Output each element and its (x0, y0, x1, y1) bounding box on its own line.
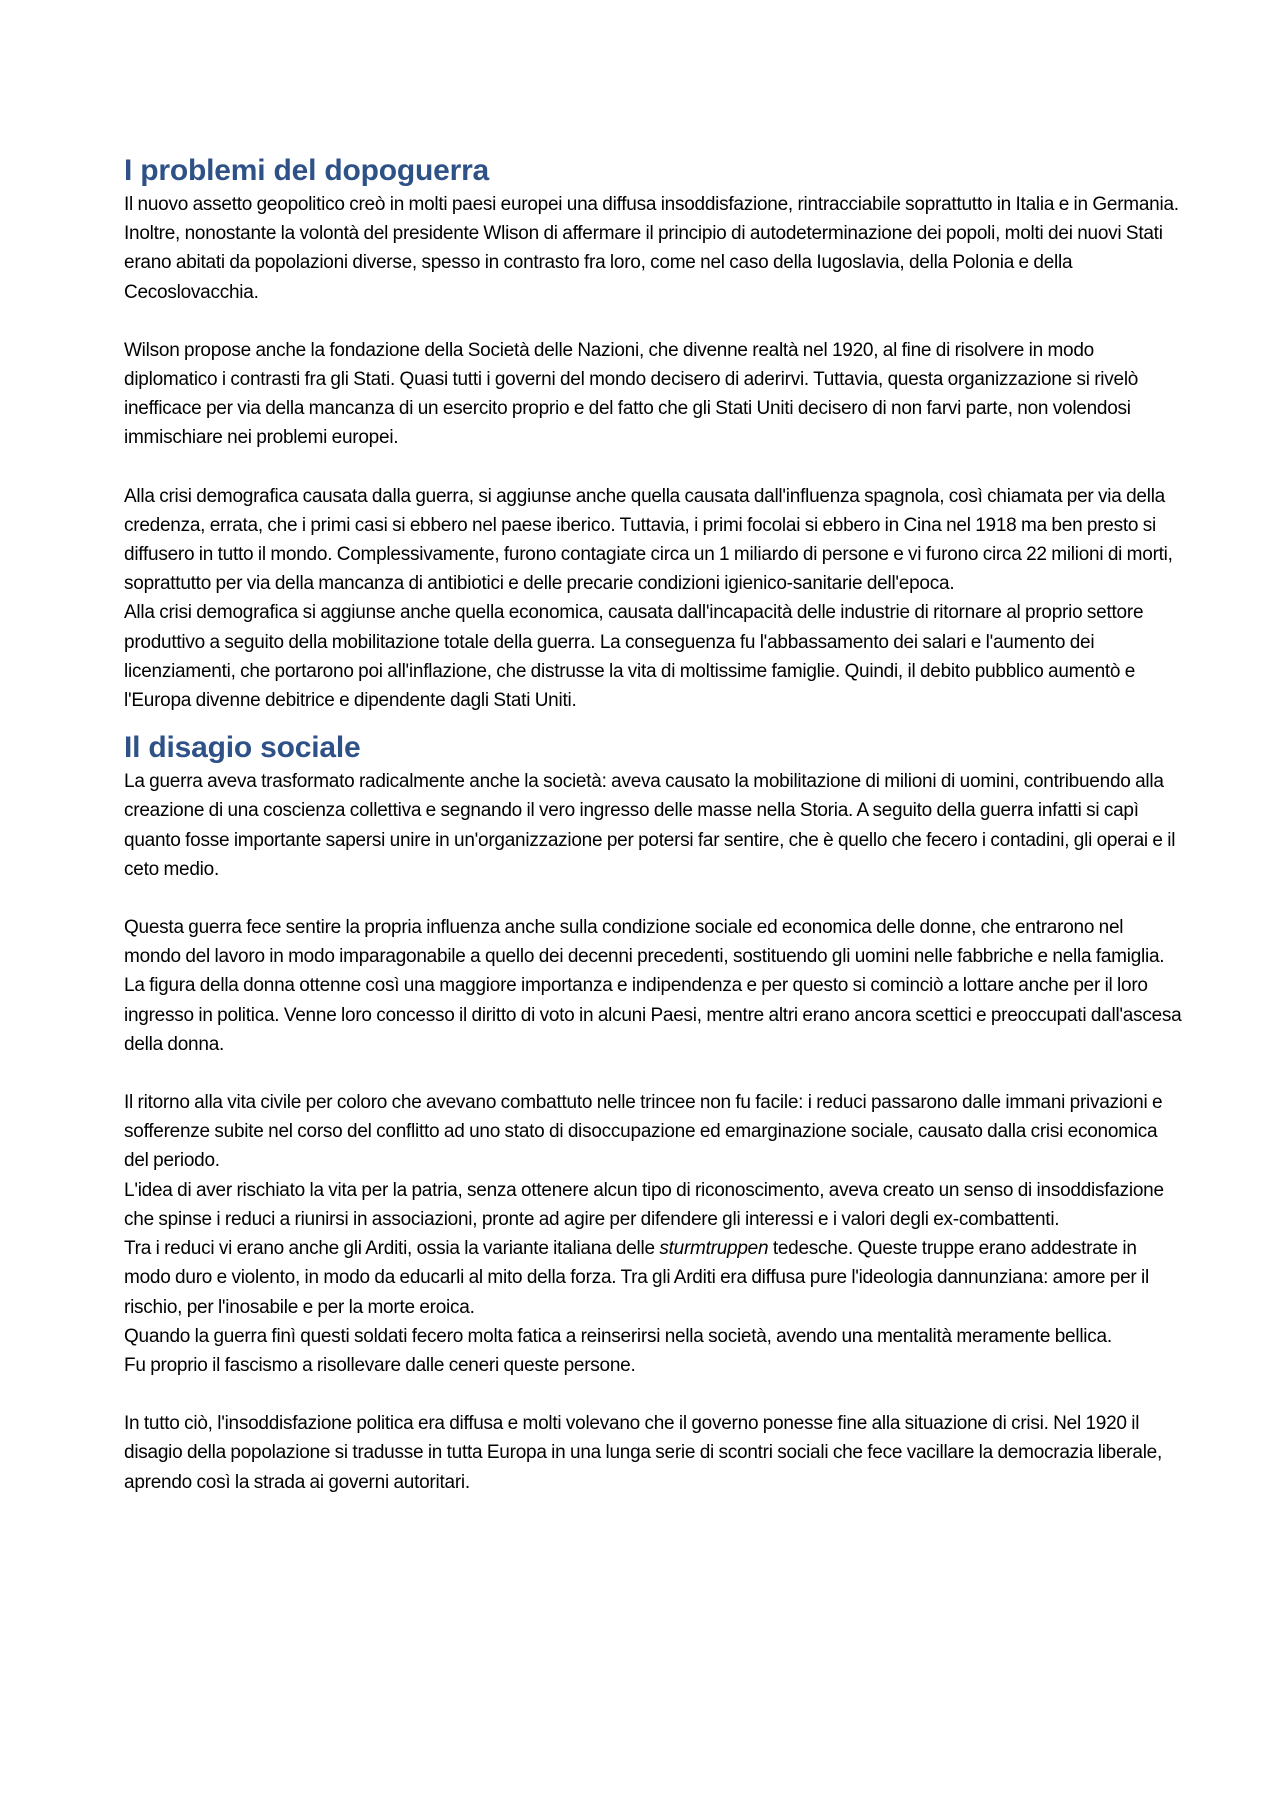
paragraph-spacer (124, 884, 1184, 913)
paragraph-disagio-5 (124, 1234, 1184, 1322)
document-page (124, 152, 1184, 1497)
italic-term: sturmtruppen (659, 1238, 769, 1260)
paragraph-disagio-7: Fu proprio il fascismo a risollevare dalle ceneri queste persone. (124, 1354, 636, 1376)
paragraph-dopoguerra-2: Wilson propose anche la fondazione della Società delle Nazioni, che divenne realtà nel 1920, al fine di risolvere in modo diplomatico i contrasti fra gli Stati. Quasi tutti i governi del mondo decisero di aderirvi. Tuttavia, questa organizzazione si rivelò inefficace per via della mancanza di un esercito proprio e del fatto che gli Stati Uniti decisero di non farvi parte, non volendosi immischiare nei problemi europei. (124, 339, 1139, 449)
paragraph-disagio-1: La guerra aveva trasformato radicalmente anche la società: aveva causato la mobilitazione di milioni di uomini, contribuendo alla creazione di una coscienza collettiva e segnando il vero ingresso delle masse nella Storia. A seguito della guerra infatti si capì quanto fosse importante sapersi unire in un'organizzazione per potersi far sentire, che è quello che fecero i contadini, gli operai e il ceto medio. (124, 771, 1176, 880)
paragraph-disagio-4: L'idea di aver rischiato la vita per la patria, senza ottenere alcun tipo di riconoscimento, aveva creato un senso di insoddisfazione che spinse i reduci a riunirsi in associazioni, pronte ad agire per difendere gli interessi e i valori degli ex-combattenti. (124, 1179, 1164, 1230)
section-title-dopoguerra: I problemi del dopoguerra (124, 154, 490, 187)
paragraph-spacer (124, 1059, 1184, 1088)
paragraph-dopoguerra-1: Il nuovo assetto geopolitico creò in molti paesi europei una diffusa insoddisfazione, rintracciabile soprattutto in Italia e in Germania. Inoltre, nonostante la volontà del presidente Wlison di affermare il principio di autodeterminazione dei popoli, molti dei nuovi Stati erano abitati da popolazioni diverse, spesso in contrasto fra loro, come nel caso della Iugoslavia, della Polonia e della Cecoslovacchia. (124, 194, 1179, 303)
paragraph-spacer (124, 453, 1184, 482)
paragraph-spacer (124, 1380, 1184, 1409)
paragraph-disagio-3: Il ritorno alla vita civile per coloro che avevano combattuto nelle trincee non fu facile: i reduci passarono dalle immani privazioni e sofferenze subite nel corso del conflitto ad uno stato di disoccupazione ed emarginazione sociale, causato dalla crisi economica del periodo. (124, 1092, 1163, 1172)
paragraph-disagio-6: Quando la guerra finì questi soldati fecero molta fatica a reinserirsi nella società, avendo una mentalità meramente bellica. (124, 1325, 1112, 1347)
paragraph-text: Tra i reduci vi erano anche gli Arditi, ossia la variante italiana delle (124, 1238, 660, 1260)
paragraph-spacer (124, 307, 1184, 336)
paragraph-dopoguerra-4: Alla crisi demografica si aggiunse anche quella economica, causata dall'incapacità delle industrie di ritornare al proprio settore produttivo a seguito della mobilitazione totale della guerra. La conseguenza fu l'abbassamento dei salari e l'aumento dei licenziamenti, che portarono poi all'inflazione, che distrusse la vita di moltissime famiglie. Quindi, il debito pubblico aumentò e l'Europa divenne debitrice e dipendente dagli Stati Uniti. (124, 602, 1144, 712)
section-spacer (124, 715, 1184, 729)
paragraph-disagio-2: Questa guerra fece sentire la propria influenza anche sulla condizione sociale ed economica delle donne, che entrarono nel mondo del lavoro in modo imparagonabile a quello dei decenni precedenti, sostituendo gli uomini nelle fabbriche e nella famiglia. La figura della donna ottenne così una maggiore importanza e indipendenza e per questo si cominciò a lottare anche per il loro ingresso in politica. Venne loro concesso il diritto di voto in alcuni Paesi, mentre altri erano ancora scettici e preoccupati dall'ascesa della donna. (124, 917, 1182, 1055)
paragraph-disagio-8: In tutto ciò, l'insoddisfazione politica era diffusa e molti volevano che il governo ponesse fine alla situazione di crisi. Nel 1920 il disagio della popolazione si tradusse in tutta Europa in una lunga serie di scontri sociali che fece vacillare la democrazia liberale, aprendo così la strada ai governi autoritari. (124, 1413, 1163, 1493)
paragraph-dopoguerra-3: Alla crisi demografica causata dalla guerra, si aggiunse anche quella causata dall'influenza spagnola, così chiamata per via della credenza, errata, che i primi casi si ebbero nel paese iberico. Tuttavia, i primi focolai si ebbero in Cina nel 1918 ma ben presto si diffusero in tutto il mondo. Complessivamente, furono contagiate circa un 1 miliardo di persone e vi furono circa 22 milioni di morti, soprattutto per via della mancanza di antibiotici e delle precarie condizioni igienico-sanitarie dell'epoca. (124, 485, 1173, 595)
paragraph-text: tedesche. Queste truppe erano addestrate in modo duro e violento, in modo da educarli al mito della forza. Tra gli Arditi era diffusa pure l'ideologia dannunziana: amore per il rischio, per l'inosabile e per la morte eroica. (124, 1238, 1149, 1318)
section-title-disagio-sociale: Il disagio sociale (124, 731, 361, 765)
